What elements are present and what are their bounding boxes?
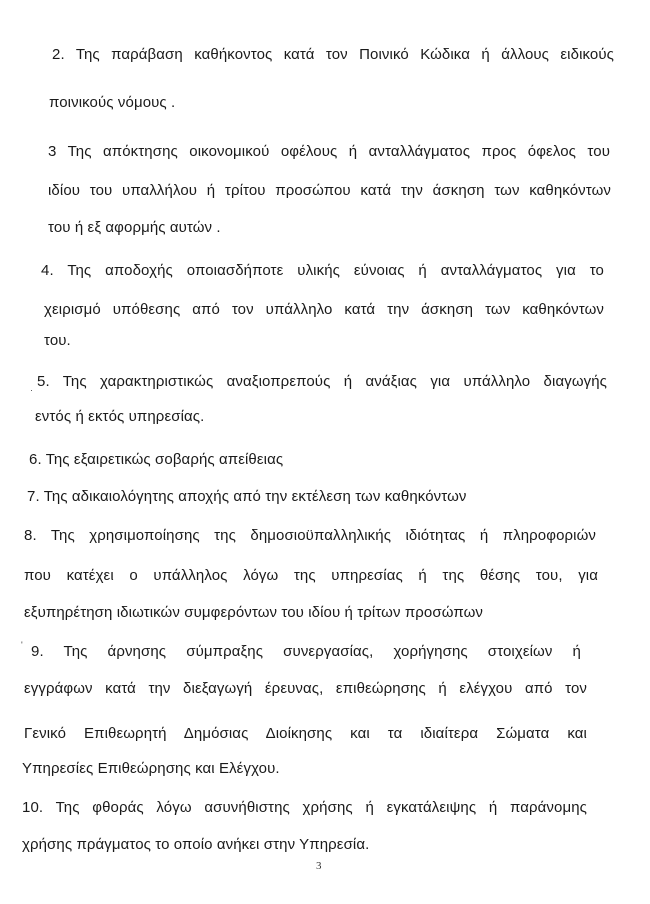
item-3-line-1: 3 Της απόκτησης οικονομικού οφέλους ή ανταλλάγματος προς όφελος του [48,143,610,160]
item-2-line-2: ποινικούς νόμους . [49,94,176,111]
item-9-line-1: 9. Της άρνησης σύμπραξης συνεργασίας, χορήγησης στοιχείων ή [31,643,581,660]
item-9-line-3: Γενικό Επιθεωρητή Δημόσιας Διοίκησης και τα ιδιαίτερα Σώματα και [24,725,587,742]
item-8-line-2: που κατέχει ο υπάλληλος λόγω της υπηρεσίας ή της θέσης του, για [24,567,598,584]
item-10-line-1: 10. Της φθοράς λόγω ασυνήθιστης χρήσης ή εγκατάλειψης ή παράνομης [22,799,587,816]
item-5-line-1: 5. Της χαρακτηριστικώς αναξιοπρεπούς ή ανάξιας για υπάλληλο διαγωγής [37,373,607,390]
item-5-line-2: εντός ή εκτός υπηρεσίας. [35,408,205,425]
item-8-line-1: 8. Της χρησιμοποίησης της δημοσιοϋπαλληλικής ιδιότητας ή πληροφοριών [24,527,596,544]
item-3-line-2: ιδίου του υπαλλήλου ή τρίτου προσώπου κατά την άσκηση των καθηκόντων [48,182,611,199]
item-4-line-2: χειρισμό υπόθεσης από τον υπάλληλο κατά την άσκηση των καθηκόντων [44,301,604,318]
item-9-line-4: Υπηρεσίες Επιθεώρησης και Ελέγχου. [22,760,280,777]
item-9-line-2: εγγράφων κατά την διεξαγωγή έρευνας, επιθεώρησης ή ελέγχου από τον [24,680,587,697]
item-4-line-3: του. [44,332,71,349]
scan-mark: · [30,385,34,395]
item-4-line-1: 4. Της αποδοχής οποιασδήποτε υλικής εύνοιας ή ανταλλάγματος για το [41,262,604,279]
item-7-line-1: 7. Της αδικαιολόγητης αποχής από την εκτέλεση των καθηκόντων [27,488,467,505]
item-2-line-1: 2. Της παράβαση καθήκοντος κατά τον Ποινικό Κώδικα ή άλλους ειδικούς [52,46,614,63]
scan-mark: ' [21,640,23,650]
page-number: 3 [316,860,322,872]
item-10-line-2: χρήσης πράγματος το οποίο ανήκει στην Υπηρεσία. [22,836,370,853]
item-8-line-3: εξυπηρέτηση ιδιωτικών συμφερόντων του ιδίου ή τρίτων προσώπων [24,604,483,621]
item-3-line-3: του ή εξ αφορμής αυτών . [48,219,221,236]
item-6-line-1: 6. Της εξαιρετικώς σοβαρής απείθειας [29,451,284,468]
